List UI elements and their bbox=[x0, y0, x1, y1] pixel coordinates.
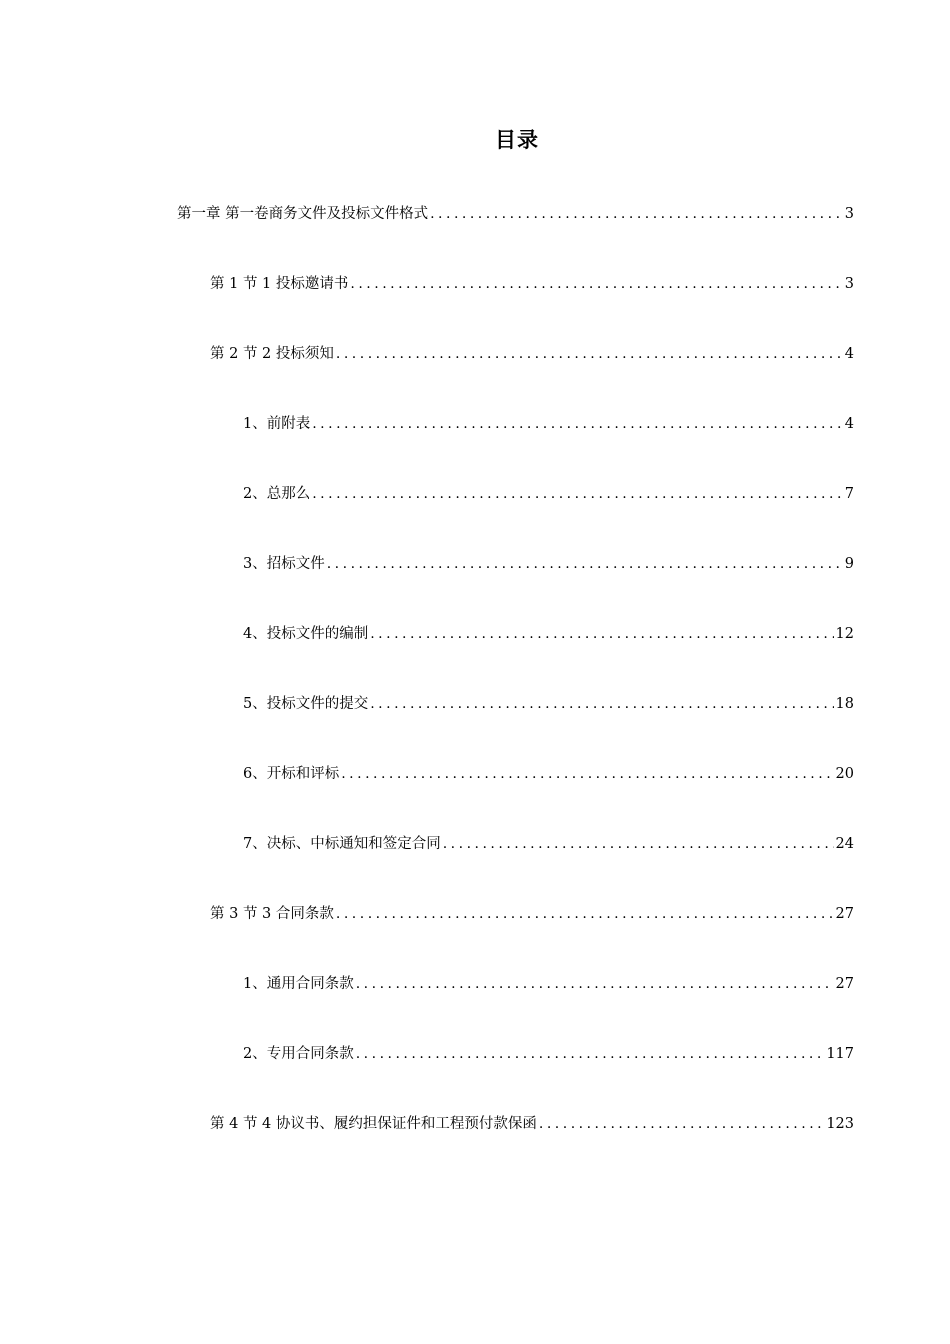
dot-leader bbox=[350, 274, 842, 294]
toc-entry-page: 20 bbox=[835, 766, 854, 782]
toc-entry-subsection-3[interactable] bbox=[243, 550, 854, 574]
toc-entry-subsection-2[interactable] bbox=[243, 480, 854, 504]
dot-leader bbox=[356, 974, 834, 994]
toc-entry-subsection-1[interactable] bbox=[243, 410, 854, 434]
toc-entry-subsection-special-terms[interactable] bbox=[243, 1040, 854, 1064]
page-title: 目录 bbox=[495, 127, 539, 152]
toc-entry-section-1[interactable] bbox=[210, 270, 854, 294]
toc-entry-page: 7 bbox=[844, 486, 854, 502]
toc-entry-subsection-general-terms[interactable] bbox=[243, 970, 854, 994]
dot-leader bbox=[370, 624, 833, 644]
dot-leader bbox=[356, 1044, 825, 1064]
toc-entry-chapter-1[interactable] bbox=[177, 200, 854, 224]
toc-entry-subsection-5[interactable] bbox=[243, 690, 854, 714]
dot-leader bbox=[430, 204, 843, 224]
toc-entry-page: 4 bbox=[844, 416, 854, 432]
toc-entry-page: 27 bbox=[835, 906, 854, 922]
toc-entry-subsection-4[interactable] bbox=[243, 620, 854, 644]
toc-entry-page: 4 bbox=[844, 346, 854, 362]
toc-entry-text: 5、投标文件的提交 bbox=[243, 696, 369, 712]
toc-entry-page: 24 bbox=[835, 836, 854, 852]
toc-entry-text: 7、决标、中标通知和签定合同 bbox=[243, 836, 441, 852]
toc-entry-page: 3 bbox=[844, 206, 854, 222]
dot-leader bbox=[370, 694, 833, 714]
dot-leader bbox=[312, 414, 843, 434]
toc-entry-section-3[interactable] bbox=[210, 900, 854, 924]
toc-entry-section-4[interactable] bbox=[210, 1110, 854, 1134]
dot-leader bbox=[336, 904, 834, 924]
toc-entry-page: 117 bbox=[826, 1046, 854, 1062]
toc-entry-text: 6、开标和评标 bbox=[243, 766, 340, 782]
dot-leader bbox=[336, 344, 843, 364]
toc-entry-text: 第 1 节 1 投标邀请书 bbox=[210, 276, 349, 292]
toc-entry-subsection-7[interactable] bbox=[243, 830, 854, 854]
toc-entry-text: 1、通用合同条款 bbox=[243, 976, 354, 992]
toc-entry-text: 第一章 第一卷商务文件及投标文件格式 bbox=[177, 206, 429, 222]
toc-entry-text: 第 2 节 2 投标须知 bbox=[210, 346, 334, 362]
toc-entry-text: 2、专用合同条款 bbox=[243, 1046, 354, 1062]
toc-entry-text: 1、前附表 bbox=[243, 416, 311, 432]
toc-entry-page: 18 bbox=[835, 696, 854, 712]
toc-entry-page: 9 bbox=[844, 556, 854, 572]
dot-leader bbox=[327, 554, 843, 574]
toc-entry-text: 4、投标文件的编制 bbox=[243, 626, 369, 642]
toc-entry-page: 12 bbox=[835, 626, 854, 642]
toc-entry-text: 第 4 节 4 协议书、履约担保证件和工程预付款保函 bbox=[210, 1116, 537, 1132]
dot-leader bbox=[443, 834, 834, 854]
toc-entry-text: 第 3 节 3 合同条款 bbox=[210, 906, 334, 922]
toc-entry-text: 3、招标文件 bbox=[243, 556, 325, 572]
toc-entry-subsection-6[interactable] bbox=[243, 760, 854, 784]
dot-leader bbox=[312, 484, 843, 504]
toc-entry-page: 123 bbox=[826, 1116, 854, 1132]
toc-entry-text: 2、总那么 bbox=[243, 486, 311, 502]
dot-leader bbox=[539, 1114, 824, 1134]
toc-entry-page: 3 bbox=[844, 276, 854, 292]
dot-leader bbox=[341, 764, 833, 784]
toc-entry-section-2[interactable] bbox=[210, 340, 854, 364]
toc-entry-page: 27 bbox=[835, 976, 854, 992]
